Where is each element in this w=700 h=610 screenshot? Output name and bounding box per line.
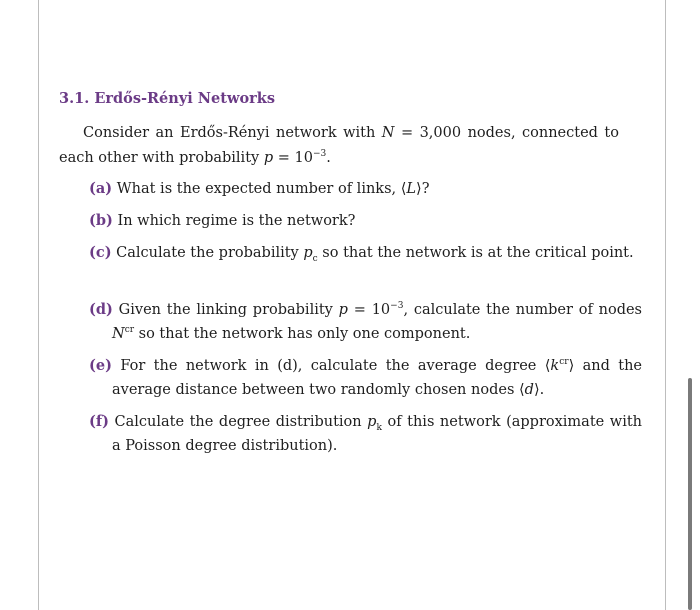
question-text: , calculate the number of nodes [403,302,642,318]
var-d: d [524,382,534,398]
question-text: of this network (approximate with a Poisson degree distribution). [112,414,643,454]
question-label: (b) [89,212,113,229]
subscript-k: k [376,422,382,433]
var-n: N [381,125,395,141]
var-p: p [303,245,313,261]
intro-paragraph [59,121,619,171]
question-text: What is the expected number of links, ⟨ [116,181,407,197]
intro-text-c: = 10 [273,150,313,166]
var-p: p [263,150,274,166]
var-l: L [406,181,417,197]
question-f [89,410,642,458]
section-title: 3.1. Erdős-Rényi Networks [59,90,275,107]
var-p: p [367,414,377,430]
question-label: (f) [89,413,109,430]
intro-exponent: −3 [312,149,327,160]
intro-text-b: = 3,000 nodes, connected to each other with probability [59,125,619,166]
exponent: −3 [390,301,404,312]
question-text: Calculate the degree distribution [114,414,368,430]
vertical-scrollbar[interactable] [688,378,692,610]
question-c [89,241,642,265]
question-text: so that the network has only one component. [134,326,471,342]
question-text: ⟩? [416,181,430,197]
question-label: (e) [89,357,112,374]
question-e [89,354,642,402]
question-text: In which regime is the network? [117,213,356,229]
var-n: N [112,326,125,342]
question-d [89,298,642,346]
intro-text-a: Consider an Erdős-Rényi network with [83,125,382,141]
question-b [89,209,642,233]
var-k: k [550,358,560,374]
question-text: Calculate the probability [116,245,304,261]
question-text: so that the network is at the critical point. [317,245,634,261]
question-text: ⟩ and the average distance between two randomly chosen nodes ⟨ [112,358,643,398]
superscript-cr: cr [559,357,569,368]
question-text: Given the linking probability [118,302,339,318]
question-label: (c) [89,244,112,261]
question-text: ⟩. [533,382,545,398]
subscript-c: c [312,253,318,264]
question-text: For the network in (d), calculate the average degree ⟨ [120,358,551,374]
question-label: (a) [89,180,113,197]
var-p: p [338,302,348,318]
superscript-cr: cr [124,325,135,336]
intro-text-d: . [326,150,331,166]
question-label: (d) [89,301,113,318]
question-text: = 10 [347,302,391,318]
question-a [89,177,642,201]
